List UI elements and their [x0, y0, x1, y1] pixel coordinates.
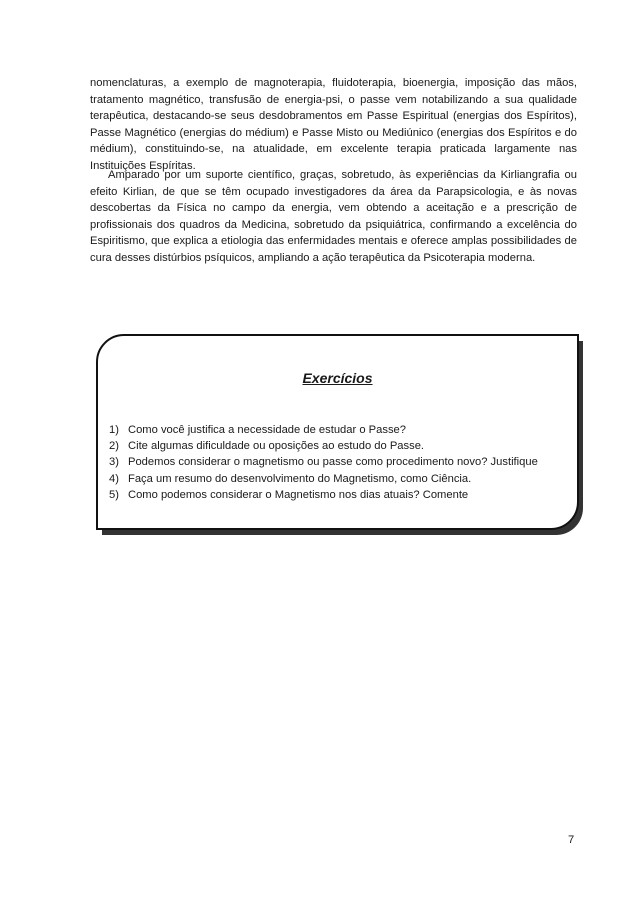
page-number: 7 [568, 834, 575, 846]
exercise-text: Cite algumas dificuldade ou oposições ao estudo do Passe. [128, 440, 425, 453]
exercise-item [98, 422, 568, 438]
exercise-text: Como você justifica a necessidade de estudar o Passe? [128, 424, 406, 436]
exercise-text: Podemos considerar o magnetismo ou passe como procedimento novo? Justifique [128, 456, 538, 469]
exercise-number: 3) [109, 456, 119, 469]
exercise-item [98, 438, 568, 454]
exercise-item [98, 471, 568, 487]
exercise-text: Como podemos considerar o Magnetismo nos dias atuais? Comente [128, 488, 469, 501]
exercise-number: 4) [109, 472, 119, 485]
exercise-number: 1) [109, 424, 119, 436]
exercise-item [98, 487, 568, 503]
exercises-title: Exercícios [302, 370, 373, 386]
exercise-text: Faça um resumo do desenvolvimento do Magnetismo, como Ciência. [128, 472, 472, 485]
exercise-number: 5) [109, 488, 119, 501]
exercises-list [98, 422, 568, 503]
exercises-box [96, 334, 579, 530]
body-paragraph-2: Amparado por um suporte científico, graças, sobretudo, às experiências da Kirliangrafia ou efeito Kirlian, de que se têm ocupado investigadores da área da Parapsicologia, e às novas descobertas da Física no campo da energia, vem obtendo a aceitação e a prescrição de profissionais dos quadros da Medicina, sobretudo da psiquiátrica, confirmando a excelência do Espiritismo, que explica a etiologia das enfermidades mentais e oferece amplas possibilidades de cura desses distúrbios psíquicos, ampliando a ação terapêutica da Psicoterapia moderna. [90, 169, 577, 264]
exercise-item [98, 454, 568, 470]
exercise-number: 2) [109, 440, 119, 453]
body-paragraph-1: nomenclaturas, a exemplo de magnoterapia, fluidoterapia, bioenergia, imposição das mãos, tratamento magnético, transfusão de energia-psi, o passe vem notabilizando a sua qualidade terapêutica, destacando-se seus desdobramentos em Passe Espiritual (energias dos Espíritos), Passe Magnético (energias do médium) e Passe Misto ou Mediúnico (energias dos Espíritos e do médium), constituindo-se, na atualidade, em excelente terapia praticada largamente nas Instituições Espíritas. [90, 77, 577, 172]
